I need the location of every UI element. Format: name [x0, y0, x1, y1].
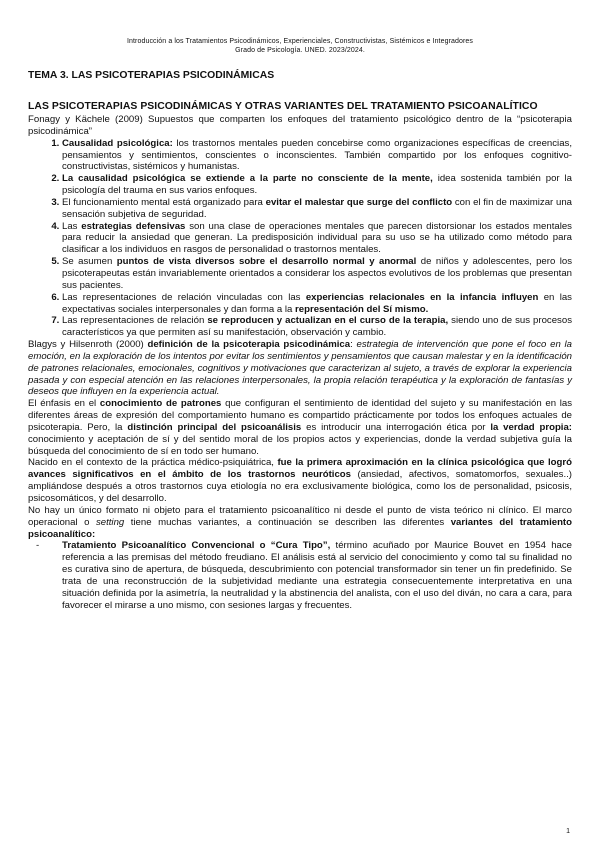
- list-item: 3. El funcionamiento mental está organizado para evitar el malestar que surge del conflicto con el fin de maximizar una sensación subjetiva de seguridad.: [62, 197, 572, 221]
- section-title: LAS PSICOTERAPIAS PSICODINÁMICAS Y OTRAS VARIANTES DEL TRATAMIENTO PSICOANALÍTICO: [28, 101, 538, 112]
- list-item: 2. La causalidad psicológica se extiende a la parte no consciente de la mente, idea sostenida también por la psicología del trauma en sus varios enfoques.: [62, 173, 572, 197]
- blagys-paragraph: Blagys y Hilsenroth (2000) definición de la psicoterapia psicodinámica: estrategia de intervención que pone el foco en la emoción, en la exploración de los intentos por evitar los sentimientos y pensamientos que causan malestar y en la identificación de patrones relacionales, emocionales, cognitivos y motivaciones que caracterizan al sujeto, a través de explorar la experiencia pasada y con especial atención en las relaciones interpersonales, la propia relación terapéutica y la exploración de fantasías y deseos que influyen en la experiencia actual.: [28, 339, 572, 398]
- formato-paragraph: No hay un único formato ni objeto para el tratamiento psicoanalítico ni desde el punto de vista teórico ni clínico. El marco operacional o setting tiene muchas variantes, a continuación se describen las diferentes variantes del tratamiento psicoanalítico:: [28, 504, 572, 540]
- list-item: 7. Las representaciones de relación se reproducen y actualizan en el curso de la terapia, siendo uno de sus procesos característicos ya que permiten así su manifestación, observación y cambio.: [62, 315, 572, 339]
- chapter-title: TEMA 3. LAS PSICOTERAPIAS PSICODINÁMICAS: [28, 70, 275, 81]
- header-degree: Grado de Psicología. UNED. 2023/2024.: [235, 47, 365, 54]
- intro-paragraph: Fonagy y Kächele (2009) Supuestos que comparten los enfoques del tratamiento psicológico dentro de la “psicoterapia psicodinámica”: [28, 114, 572, 137]
- variants-list: [28, 540, 572, 611]
- enfasis-paragraph: El énfasis en el conocimiento de patrones que configuran el sentimiento de identidad del sujeto y su manifestación en las diferentes áreas de expresión del comportamiento humano es compartido prácticamente por todos los enfoques actuales de psicoterapia. Pero, la distinción principal del psicoanálisis es introducir una interrogación ética por la verdad propia: conocimiento y aceptación de sí y del sentido moral de los propios actos y experiencias, donde la verdad subjetiva guía la búsqueda del conocimiento de sí en todo ser humano.: [28, 398, 573, 457]
- running-header: [0, 37, 600, 55]
- list-item: 1. Causalidad psicológica: los trastornos mentales pueden concebirse como organizaciones específicas de creencias, pensamientos y sentimientos, conscientes o inconscientes. También compartido por los enfoques cognitivo-constructivistas, sistémicos y humanistas.: [62, 138, 572, 174]
- body-text: [28, 114, 572, 611]
- assumptions-list: [28, 138, 572, 339]
- page-number: 1: [566, 828, 570, 835]
- nacido-paragraph: Nacido en el contexto de la práctica médico-psiquiátrica, fue la primera aproximación en la clínica psicológica que logró avances significativos en el ámbito de los trastornos neuróticos (ansiedad, afectivos, somatomorfos, sexuales..) ampliándose después a otros trastornos cuya etiología no era exclusivamente biológica, como los de personalidad, psicosis, psicosomáticos, y del desarrollo.: [28, 457, 572, 504]
- list-item: 6. Las representaciones de relación vinculadas con las experiencias relacionales en la infancia influyen en las expectativas sociales interpersonales y dan forma a la representación del Sí mismo.: [62, 292, 572, 316]
- list-item: 5. Se asumen puntos de vista diversos sobre el desarrollo normal y anormal de niños y adolescentes, pero los psicoterapeutas están invariablemente orientados a considerar los aspectos evolutivos de los problemas que presentan sus pacientes.: [62, 256, 572, 292]
- list-item: - Tratamiento Psicoanalítico Convencional o “Cura Tipo”, término acuñado por Maurice Bouvet en 1954 hace referencia a las premisas del método freudiano. El análisis está al servicio del conocimiento y como tal su finalidad no es curativa sino de apertura, de búsqueda, descubrimiento con potencial transformador sin tener un fin predefinido. Se trata de una reconstrucción de la subjetividad mediante una estrategia consecuentemente interpretativa en una situación definida por la asimetría, la neutralidad y la abstinencia del analista, con el uso del diván, no cara a cara, para favorecer el mirarse a uno mismo, con sesiones largas y frecuentes.: [62, 540, 572, 611]
- header-course-title: Introducción a los Tratamientos Psicodinámicos, Experienciales, Constructivistas, Sistémicos e Integradores: [126, 38, 474, 45]
- list-item: 4. Las estrategias defensivas son una clase de operaciones mentales que parecen distorsionar los estados mentales para reducir la ansiedad que generan. La predisposición individual para su uso se ha utilizado como método para clasificar a los individuos en rasgos de personalidad o trastornos mentales.: [62, 221, 572, 257]
